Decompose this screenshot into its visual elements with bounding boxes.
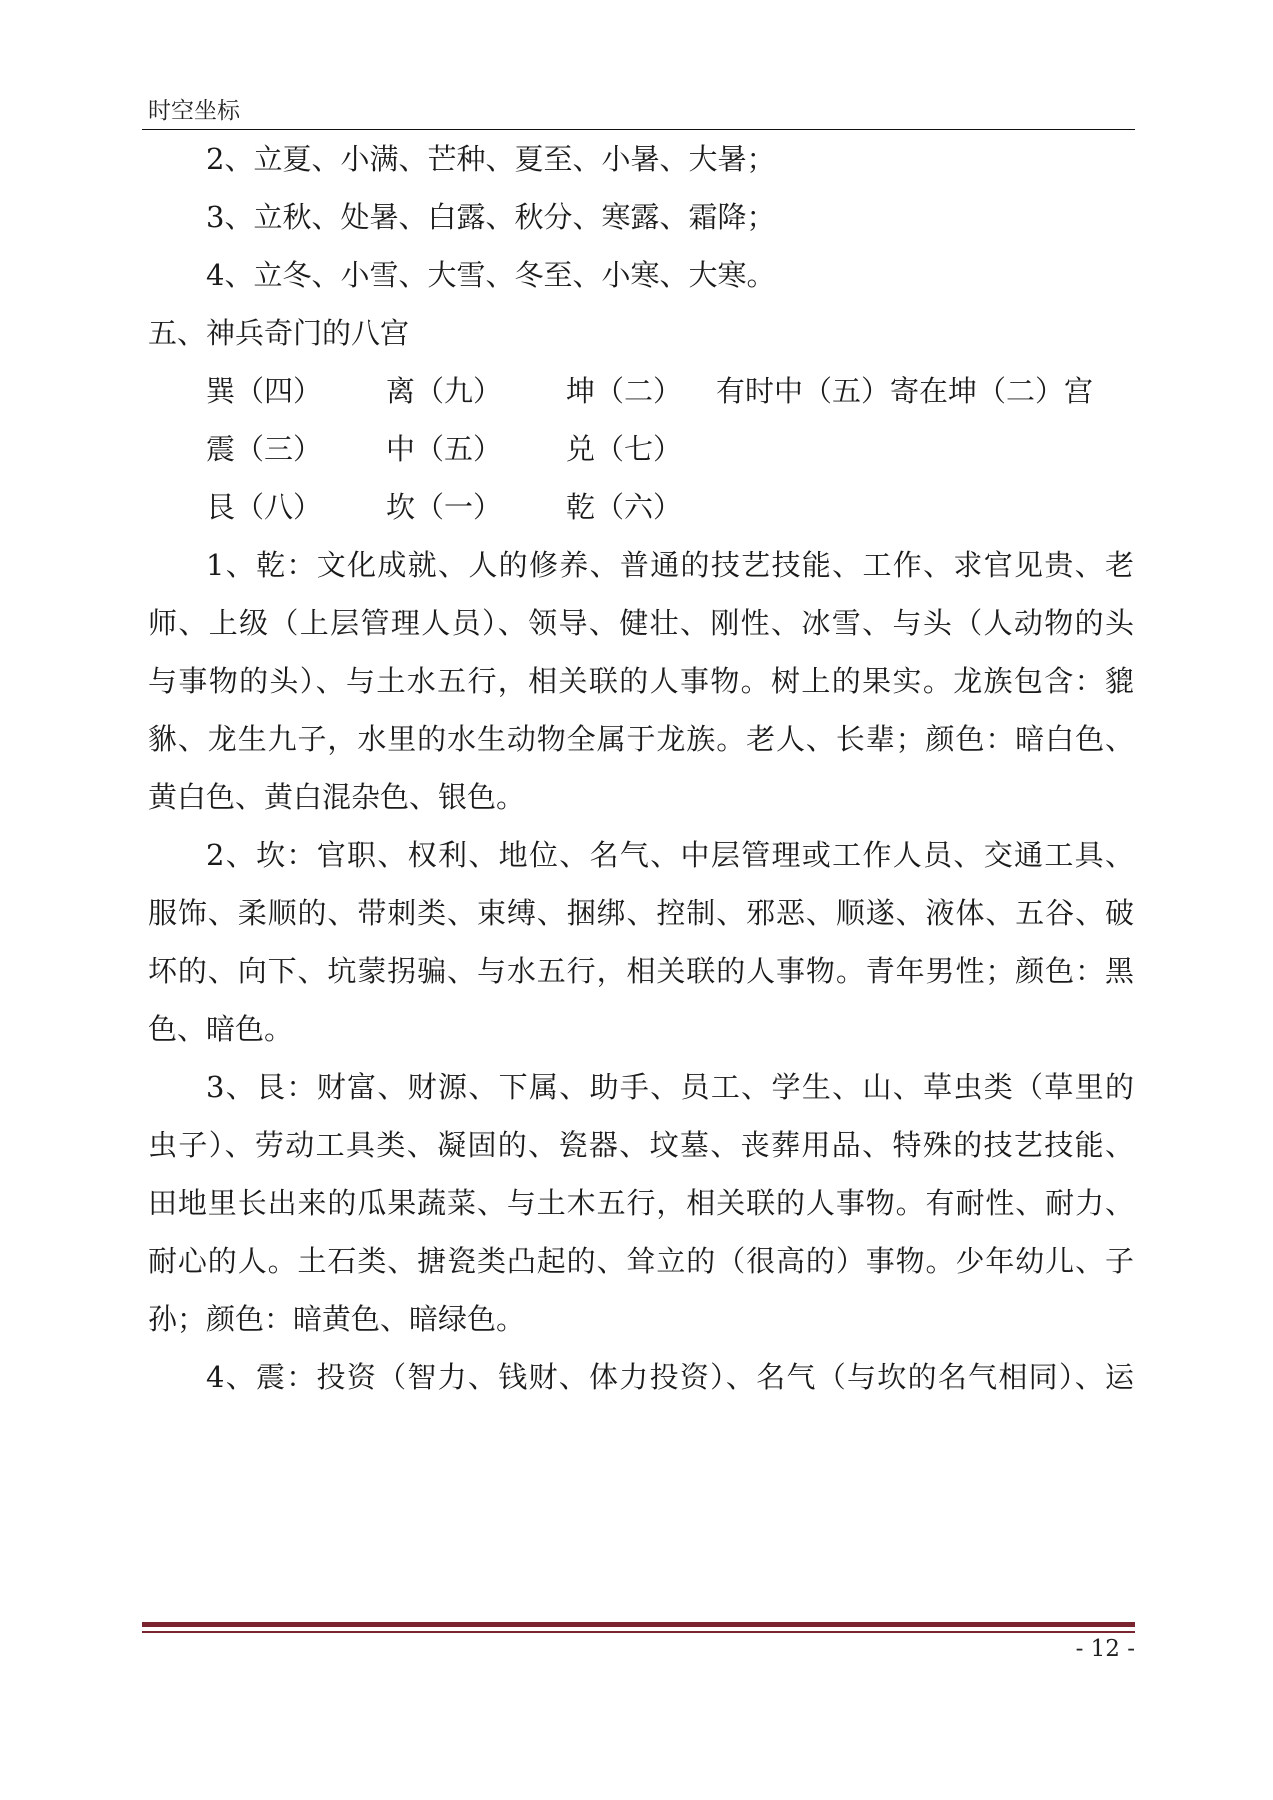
paragraph-line: 2、坎：官职、权利、地位、名气、中层管理或工作人员、交通工具、 bbox=[206, 838, 1134, 872]
paragraph-line: 貅、龙生九子，水里的水生动物全属于龙族。老人、长辈；颜色：暗白色、 bbox=[148, 722, 1134, 756]
palace-cell: 艮（八） bbox=[206, 490, 323, 524]
footer-rule-thin bbox=[142, 1631, 1135, 1633]
paragraph-line: 黄白色、黄白混杂色、银色。 bbox=[148, 780, 526, 814]
palace-cell: 震（三） bbox=[206, 432, 323, 466]
header-title: 时空坐标 bbox=[148, 98, 240, 124]
paragraph-line: 田地里长出来的瓜果蔬菜、与土木五行，相关联的人事物。有耐性、耐力、 bbox=[148, 1186, 1134, 1220]
list-item: 4、立冬、小雪、大雪、冬至、小寒、大寒。 bbox=[206, 258, 776, 292]
paragraph-line: 色、暗色。 bbox=[148, 1012, 294, 1046]
palace-cell: 中（五） bbox=[386, 432, 503, 466]
paragraph-line: 4、震：投资（智力、钱财、体力投资）、名气（与坎的名气相同）、运 bbox=[206, 1360, 1134, 1394]
paragraph-line: 3、艮：财富、财源、下属、助手、员工、学生、山、草虫类（草里的 bbox=[206, 1070, 1134, 1104]
palace-cell: 坤（二） bbox=[566, 374, 683, 408]
paragraph-line: 服饰、柔顺的、带刺类、束缚、捆绑、控制、邪恶、顺遂、液体、五谷、破 bbox=[148, 896, 1134, 930]
palace-cell: 离（九） bbox=[386, 374, 503, 408]
paragraph-line: 坏的、向下、坑蒙拐骗、与水五行，相关联的人事物。青年男性；颜色：黑 bbox=[148, 954, 1134, 988]
list-item: 3、立秋、处暑、白露、秋分、寒露、霜降； bbox=[206, 200, 776, 234]
palace-note: 有时中（五）寄在坤（二）宫 bbox=[716, 374, 1094, 408]
paragraph-line: 虫子）、劳动工具类、凝固的、瓷器、坟墓、丧葬用品、特殊的技艺技能、 bbox=[148, 1128, 1134, 1162]
footer-rule bbox=[142, 1622, 1135, 1627]
paragraph-line: 1、乾：文化成就、人的修养、普通的技艺技能、工作、求官见贵、老 bbox=[206, 548, 1134, 582]
palace-cell: 兑（七） bbox=[566, 432, 683, 466]
paragraph-line: 师、上级（上层管理人员）、领导、健壮、刚性、冰雪、与头（人动物的头 bbox=[148, 606, 1134, 640]
list-item: 2、立夏、小满、芒种、夏至、小暑、大暑； bbox=[206, 142, 776, 176]
page-number: - 12 - bbox=[1075, 1636, 1135, 1662]
paragraph-line: 孙；颜色：暗黄色、暗绿色。 bbox=[148, 1302, 526, 1336]
header-rule bbox=[142, 129, 1135, 130]
palace-cell: 巽（四） bbox=[206, 374, 323, 408]
section-heading: 五、神兵奇门的八宫 bbox=[148, 316, 410, 350]
palace-cell: 乾（六） bbox=[566, 490, 683, 524]
paragraph-line: 耐心的人。土石类、搪瓷类凸起的、耸立的（很高的）事物。少年幼儿、子 bbox=[148, 1244, 1134, 1278]
palace-cell: 坎（一） bbox=[386, 490, 503, 524]
paragraph-line: 与事物的头）、与土水五行，相关联的人事物。树上的果实。龙族包含：貔 bbox=[148, 664, 1134, 698]
